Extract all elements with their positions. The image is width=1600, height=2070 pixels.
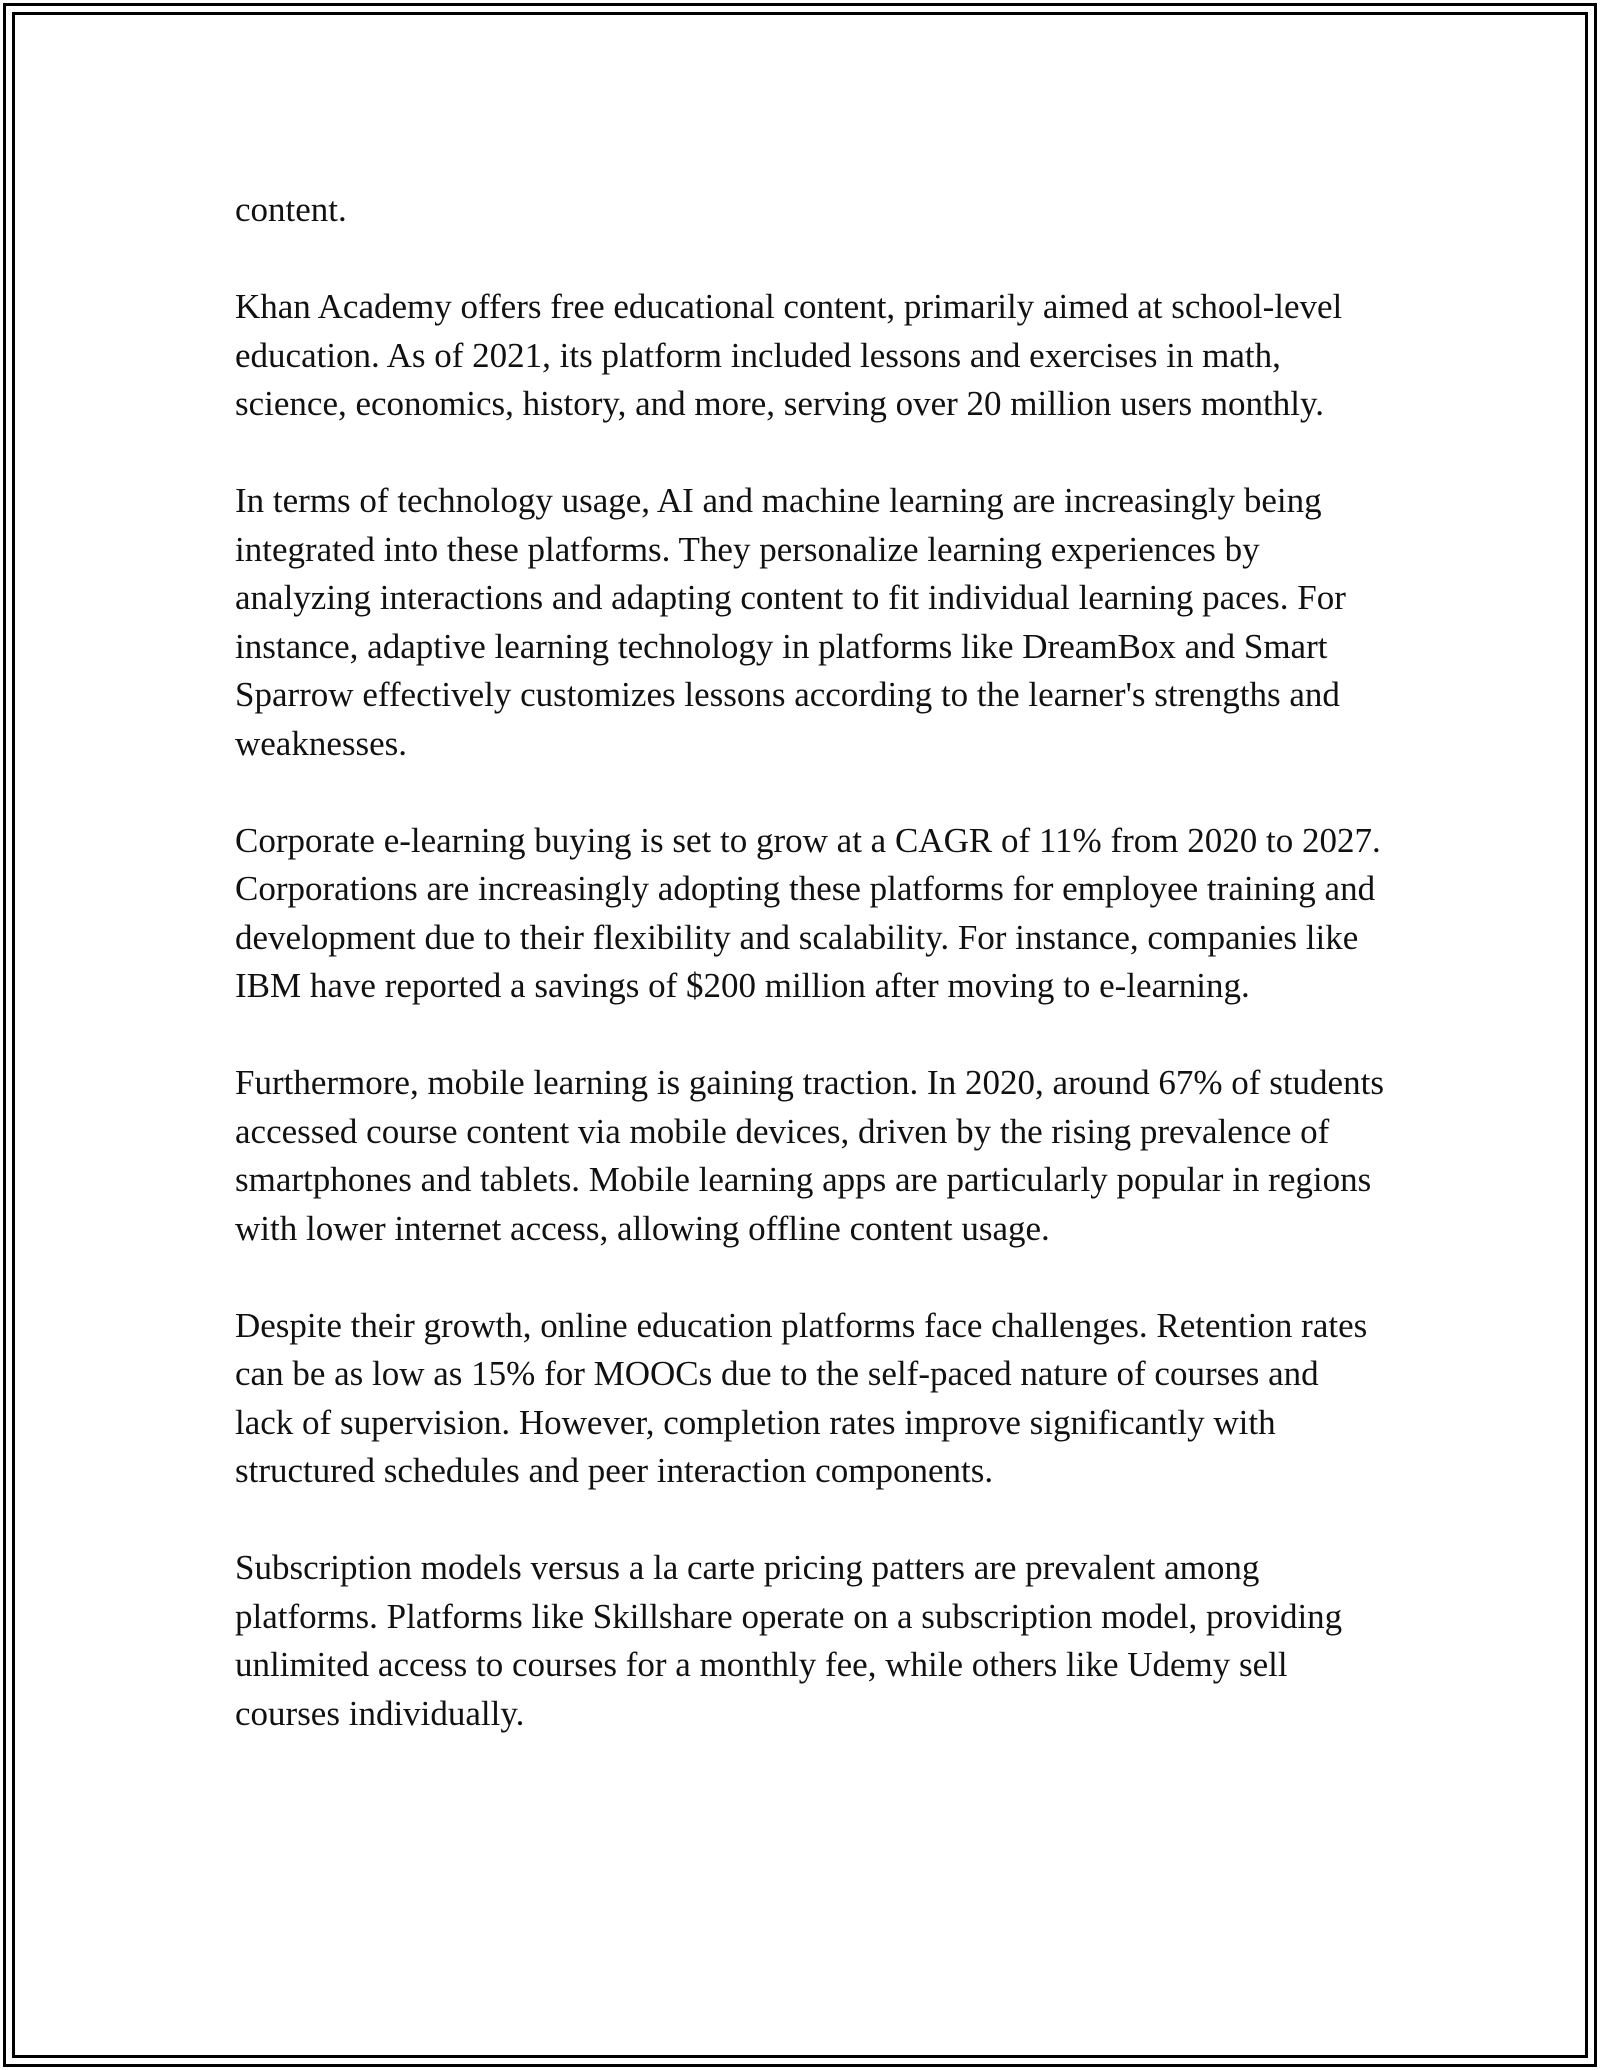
paragraph-continuation: content.: [235, 190, 347, 229]
paragraph-challenges: Despite their growth, online education platforms face challenges. Retention rates can be as low as 15% for MOOCs due to the self-paced nature of courses and lack of supervision. However, completion rates improve significantly with structured schedules and peer interaction components.: [235, 1305, 1368, 1490]
paragraph-khan-academy: Khan Academy offers free educational content, primarily aimed at school-level education. As of 2021, its platform included lessons and exercises in math, science, economics, history, and more, serving over 20 million users monthly.: [235, 287, 1343, 423]
paragraph-mobile-learning: Furthermore, mobile learning is gaining traction. In 2020, around 67% of students accessed course content via mobile devices, driven by the rising prevalence of smartphones and tablets. Mobile learning apps are particularly popular in regions with lower internet access, allowing offline content usage.: [235, 1063, 1384, 1248]
paragraph-pricing-models: Subscription models versus a la carte pricing patters are prevalent among platforms. Platforms like Skillshare operate on a subscription model, providing unlimited access to courses for a monthly fee, while others like Udemy sell courses individually.: [235, 1548, 1343, 1733]
document-body: [235, 186, 1385, 1787]
paragraph-technology-usage: In terms of technology usage, AI and machine learning are increasingly being integrated into these platforms. They personalize learning experiences by analyzing interactions and adapting content to fit individual learning paces. For instance, adaptive learning technology in platforms like DreamBox and Smart Sparrow effectively customizes lessons according to the learner's strengths and weaknesses.: [235, 481, 1346, 763]
paragraph-corporate-elearning: Corporate e-learning buying is set to grow at a CAGR of 11% from 2020 to 2027. Corporations are increasingly adopting these platforms for employee training and development due to their flexibility and scalability. For instance, companies like IBM have reported a savings of $200 million after moving to e-learning.: [235, 820, 1381, 1005]
